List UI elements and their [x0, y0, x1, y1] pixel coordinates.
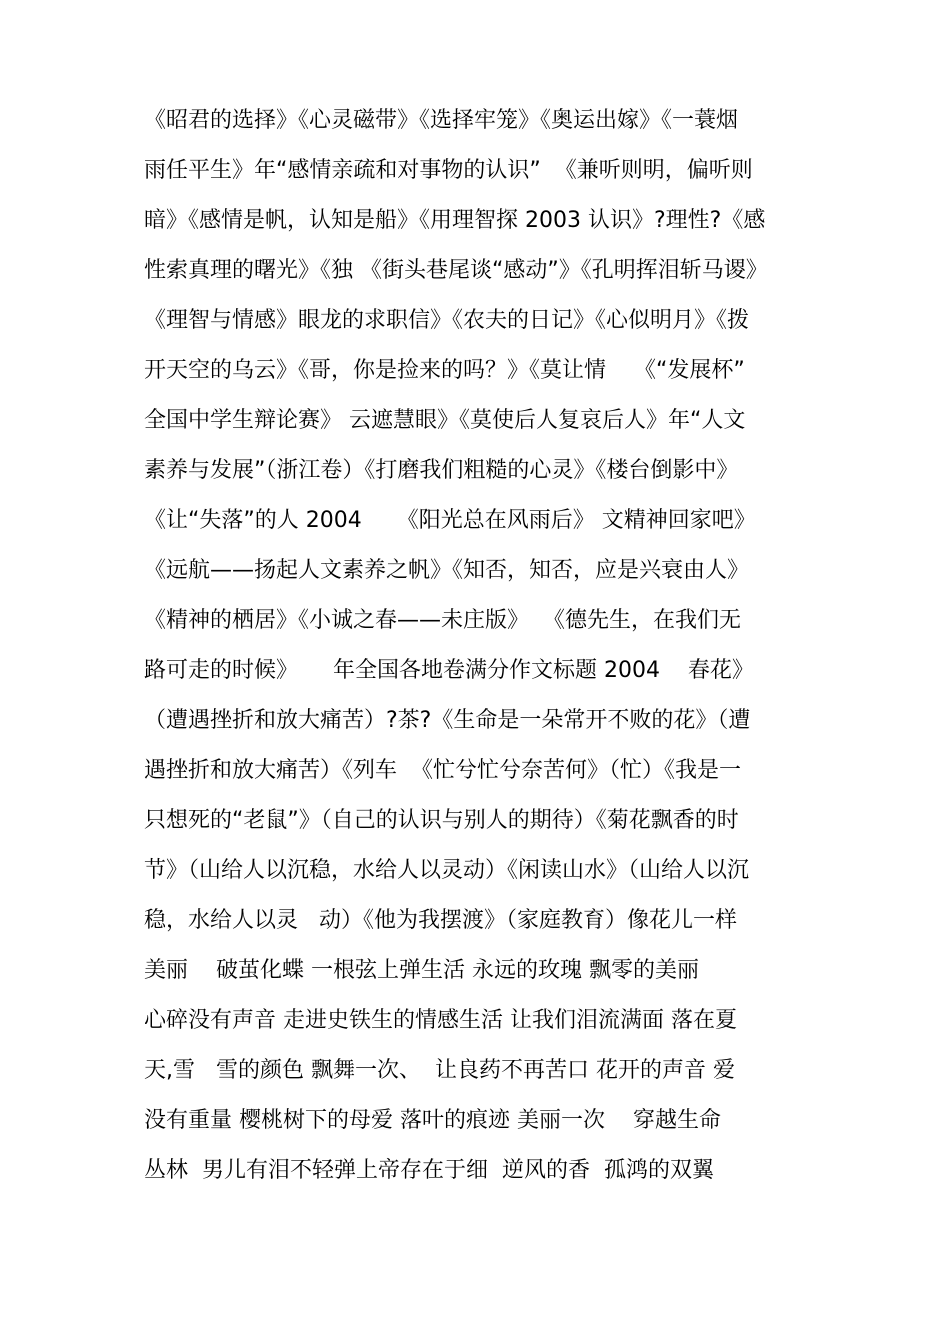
text-line-14: 遇挫折和放大痛苦）《列车 《忙兮忙兮奈苦何》（忙）《我是一 — [144, 758, 741, 783]
text-line-16: 节》（山给人以沉稳，水给人以灵动）《闲读山水》（山给人以沉 — [144, 858, 750, 883]
text-line-22: 丛林 男儿有泪不轻弹上帝存在于细 逆风的香 孤鸿的双翼 — [144, 1158, 714, 1183]
text-line-18: 美丽 破茧化蝶 一根弦上弹生活 永远的玫瑰 飘零的美丽 — [144, 958, 699, 983]
text-line-11: 《精神的栖居》《小诚之春——未庄版》 《德先生，在我们无 — [144, 608, 741, 633]
text-line-12: 路可走的时候》 年全国各地卷满分作文标题 2004 春花》 — [144, 658, 754, 683]
text-line-13: （遭遇挫折和放大痛苦）?茶?《生命是一朵常开不败的花》（遭 — [144, 708, 751, 733]
text-line-20: 天,雪 雪的颜色 飘舞一次、 让良药不再苦口 花开的声音 爱 — [144, 1058, 735, 1083]
text-line-5: 《理智与情感》眼龙的求职信》《农夫的日记》《心似明月》《拨 — [144, 308, 750, 333]
body-text — [144, 96, 824, 1196]
text-line-17: 稳，水给人以灵 动）《他为我摆渡》（家庭教育）像花儿一样 — [144, 908, 737, 933]
text-line-2: 雨任平生》年“感情亲疏和对事物的认识” 《兼听则明，偏听则 — [144, 158, 753, 183]
text-line-19: 心碎没有声音 走进史铁生的情感生活 让我们泪流满面 落在夏 — [144, 1008, 737, 1033]
text-line-1: 《昭君的选择》《心灵磁带》《选择牢笼》《奥运出嫁》《一蓑烟 — [144, 108, 739, 133]
text-line-6: 开天空的乌云》《哥，你是捡来的吗？》《莫让情 《“发展杯” — [144, 358, 745, 383]
text-line-9: 《让“失落”的人 2004 《阳光总在风雨后》 文精神回家吧》 — [144, 508, 756, 533]
text-line-4: 性索真理的曙光》《独 《街头巷尾谈“感动”》《孔明挥泪斩马谡》 — [144, 258, 768, 283]
text-line-15: 只想死的“老鼠”》（自己的认识与别人的期待）《菊花飘香的时 — [144, 808, 739, 833]
text-line-10: 《远航——扬起人文素养之帆》《知否，知否，应是兴衰由人》 — [144, 558, 750, 583]
text-line-21: 没有重量 樱桃树下的母爱 落叶的痕迹 美丽一次 穿越生命 — [144, 1108, 721, 1133]
text-line-7: 全国中学生辩论赛》 云遮慧眼》《莫使后人复哀后人》年“人文 — [144, 408, 746, 433]
text-line-8: 素养与发展”（浙江卷）《打磨我们粗糙的心灵》《楼台倒影中》 — [144, 458, 739, 483]
text-line-3: 暗》《感情是帆，认知是船》《用理智探 2003 认识》?理性?《感 — [144, 208, 766, 233]
